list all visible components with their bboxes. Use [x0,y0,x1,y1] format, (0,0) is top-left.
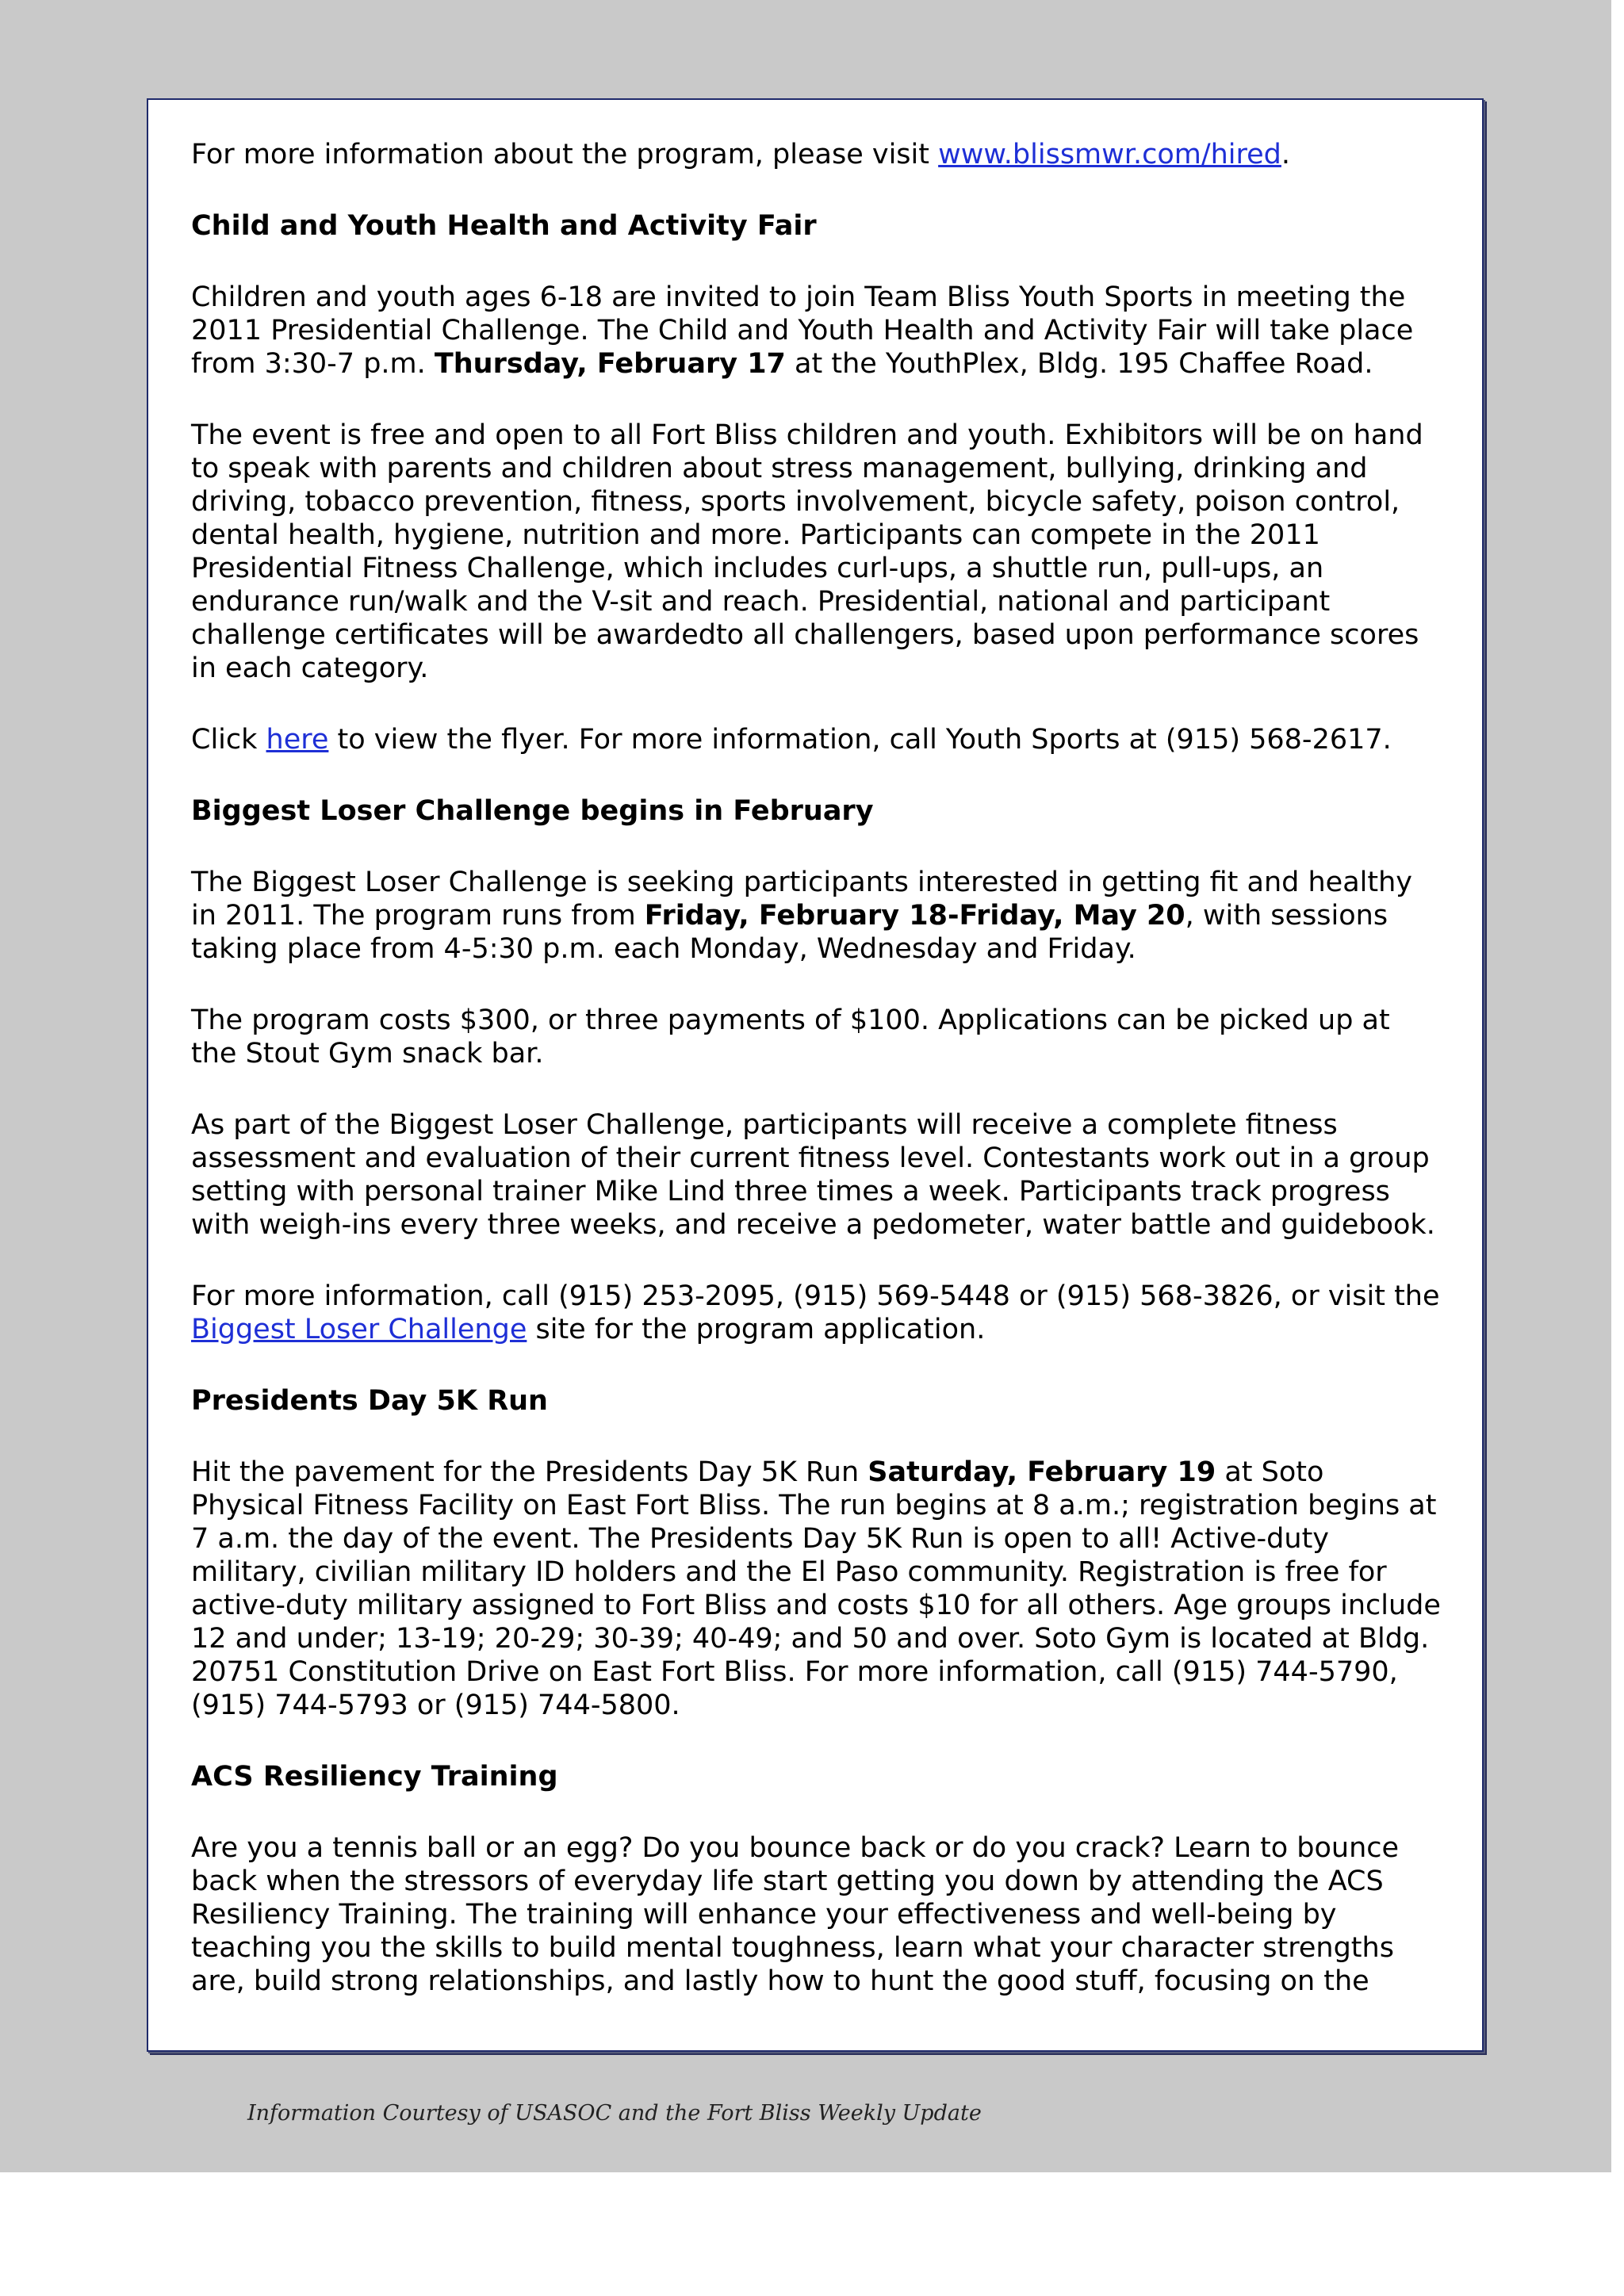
biggest-loser-challenge-link[interactable]: Biggest Loser Challenge [191,1314,527,1345]
section-heading-5k-run: Presidents Day 5K Run [191,1385,548,1417]
resiliency-paragraph: Are you a tennis ball or an egg? Do you bounce back or do you crack? Learn to bounce back when the stressors of everyday life start getting you down by attending the ACS Resiliency Training. The training will enhance your effectiveness and well-being by teaching you the skills to build mental toughness, learn what your character strengths are, build strong relationships, and lastly how to hunt the good stuff, focusing on the [191,1832,1400,1997]
biggest-loser-paragraph-3: As part of the Biggest Loser Challenge, participants will receive a complete fitness assessment and evaluation of their current fitness level. Contestants work out in a group setting with personal trainer Mike Lind three times a week. Participants track progress with weigh-ins every three weeks, and receive a pedometer, water battle and guidebook. [191,1109,1435,1241]
health-fair-paragraph-2: The event is free and open to all Fort Bliss children and youth. Exhibitors will be on hand to speak with parents and children about stress management, bullying, drinking and driving, tobacco prevention, fitness, sports involvement, bicycle safety, poison control, dental health, hygiene, nutrition and more. Participants can compete in the 2011 Presidential Fitness Challenge, which includes curl-ups, a shuttle run, pull-ups, an endurance run/walk and the V-sit and reach. Presidential, national and participant challenge certificates will be awardedto all challengers, based upon performance scores in each category. [191,419,1423,684]
text-span: , with sessions taking place from 4-5:30 p.m. each Monday, Wednesday and Friday. [191,900,1388,965]
text-span: For more information about the program, please visit [191,139,939,170]
flyer-link[interactable]: here [266,724,329,756]
program-info-paragraph [191,138,1442,171]
text-span: at the YouthPlex, Bldg. 195 Chaffee Road. [785,348,1373,380]
article-box [147,98,1484,2052]
bold-date: Friday, February 18-Friday, May 20 [644,900,1185,932]
text-span: The Biggest Loser Challenge is seeking participants interested in getting fit and healthy in 2011. The program runs from [191,867,1412,932]
section-heading-health-fair: Child and Youth Health and Activity Fair [191,210,817,242]
health-fair-paragraph-3 [191,723,1442,756]
footer-credit: Information Courtesy of USASOC and the Fort Bliss Weekly Update [247,2101,982,2126]
text-span: to view the flyer. For more information, call Youth Sports at (915) 568-2617. [328,724,1392,756]
text-span: For more information, call (915) 253-2095, (915) 569-5448 or (915) 568-3826, or visit the [191,1280,1440,1312]
biggest-loser-paragraph-1 [191,866,1442,966]
section-heading-resiliency: ACS Resiliency Training [191,1761,558,1793]
text-span: at Soto Physical Fitness Facility on East Fort Bliss. The run begins at 8 a.m.; registration begins at 7 a.m. the day of the event. The Presidents Day 5K Run is open to all! Active-duty military, civilian military ID holders and the El Paso community. Registration is free for active-duty military assigned to Fort Bliss and costs $10 for all others. Age groups include 12 and under; 13-19; 20-29; 30-39; 40-49; and 50 and over. Soto Gym is located at Bldg. 20751 Constitution Drive on East Fort Bliss. For more information, call (915) 744-5790, (915) 744-5793 or (915) 744-5800. [191,1456,1441,1721]
text-span: Hit the pavement for the Presidents Day 5K Run [191,1456,868,1488]
health-fair-paragraph-1 [191,281,1442,381]
bold-date: Thursday, February 17 [434,348,786,380]
blissmwr-hired-link[interactable]: www.blissmwr.com/hired [938,139,1281,170]
text-span: . [1281,139,1291,170]
text-span: Children and youth ages 6-18 are invited to join Team Bliss Youth Sports in meeting the 2011 Presidential Challenge. The Child and Youth Health and Activity Fair will take place from 3:30-7 p.m. [191,281,1414,380]
biggest-loser-paragraph-2: The program costs $300, or three payments of $100. Applications can be picked up at the Stout Gym snack bar. [191,1004,1390,1070]
text-span: Click [191,724,266,756]
section-heading-biggest-loser: Biggest Loser Challenge begins in February [191,795,874,827]
biggest-loser-paragraph-4 [191,1280,1442,1346]
5k-run-paragraph [191,1456,1442,1722]
bold-date: Saturday, February 19 [868,1456,1216,1488]
text-span: site for the program application. [527,1314,986,1345]
